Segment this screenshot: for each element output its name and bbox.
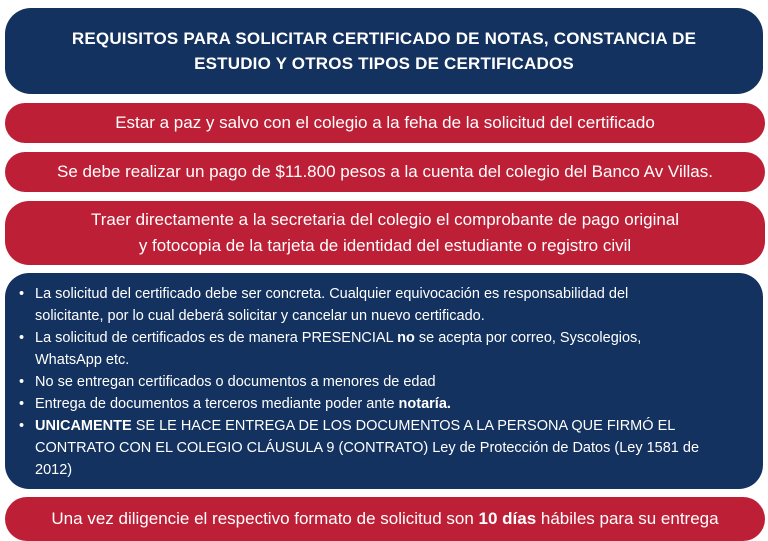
delivery-time-banner: [5, 497, 765, 541]
footer-bold: 10 días: [478, 509, 537, 528]
title-line-1: REQUISITOS PARA SOLICITAR CERTIFICADO DE NOTAS, CONSTANCIA DE: [71, 29, 697, 48]
note-item-unicamente: [17, 415, 749, 481]
requirement-3-line-1: Traer directamente a la secretaria del colegio el comprobante de pago original: [90, 210, 680, 229]
note-5-line-2: CONTRATO CON EL COLEGIO CLÁUSULA 9 (CONTRATO) Ley de Protección de Datos (Ley 1581 de: [35, 440, 700, 456]
bullet-icon: •: [19, 330, 25, 346]
note-4-part-1: Entrega de documentos a terceros mediante poder ante: [35, 396, 399, 412]
bullet-icon: •: [19, 396, 25, 412]
note-2-part-1: La solicitud de certificados es de manera PRESENCIAL: [35, 330, 398, 346]
note-2-line-2: WhatsApp etc.: [35, 352, 130, 368]
notes-list: [17, 283, 749, 481]
footer-text: [51, 509, 718, 529]
note-item-menores: [17, 371, 749, 393]
note-5-part-1: SE LE HACE ENTREGA DE LOS DOCUMENTOS A LA PERSONA QUE FIRMÓ EL: [131, 418, 676, 434]
bullet-icon: •: [19, 374, 25, 390]
note-2-bold: no: [397, 330, 415, 346]
requirement-3-line-2: y fotocopia de la tarjeta de identidad del estudiante o registro civil: [138, 236, 632, 255]
title-line-2: ESTUDIO Y OTROS TIPOS DE CERTIFICADOS: [194, 54, 574, 73]
notes-panel: [5, 273, 763, 489]
note-5-line-3: 2012): [35, 462, 73, 478]
note-item-presencial: [17, 327, 749, 371]
footer-part-1: Una vez diligencie el respectivo formato de solicitud son: [51, 509, 479, 528]
note-3-text: No se entregan certificados o documentos a menores de edad: [35, 374, 436, 390]
note-4-bold: notaría.: [398, 396, 451, 412]
note-5-bold: UNICAMENTE: [35, 418, 132, 434]
bullet-icon: •: [19, 418, 25, 434]
bullet-icon: •: [19, 286, 25, 302]
title-banner: [5, 8, 763, 94]
note-item-terceros: [17, 393, 749, 415]
requirement-documents: [5, 201, 765, 265]
note-1-line-1: La solicitud del certificado debe ser concreta. Cualquier equivocación es responsabilidad del: [35, 286, 629, 302]
requirement-1-text: Estar a paz y salvo con el colegio a la feha de la solicitud del certificado: [115, 113, 655, 132]
note-1-line-2: solicitante, por lo cual deberá solicitar y cancelar un nuevo certificado.: [35, 308, 485, 324]
footer-part-2: hábiles para su entrega: [536, 509, 719, 528]
requirement-payment: [5, 152, 765, 192]
note-item-concreta: [17, 283, 749, 327]
requirement-2-text: Se debe realizar un pago de $11.800 pesos a la cuenta del colegio del Banco Av Villas.: [57, 162, 713, 181]
requirement-paz-y-salvo: [5, 103, 765, 143]
note-2-part-2: se acepta por correo, Syscolegios,: [414, 330, 642, 346]
